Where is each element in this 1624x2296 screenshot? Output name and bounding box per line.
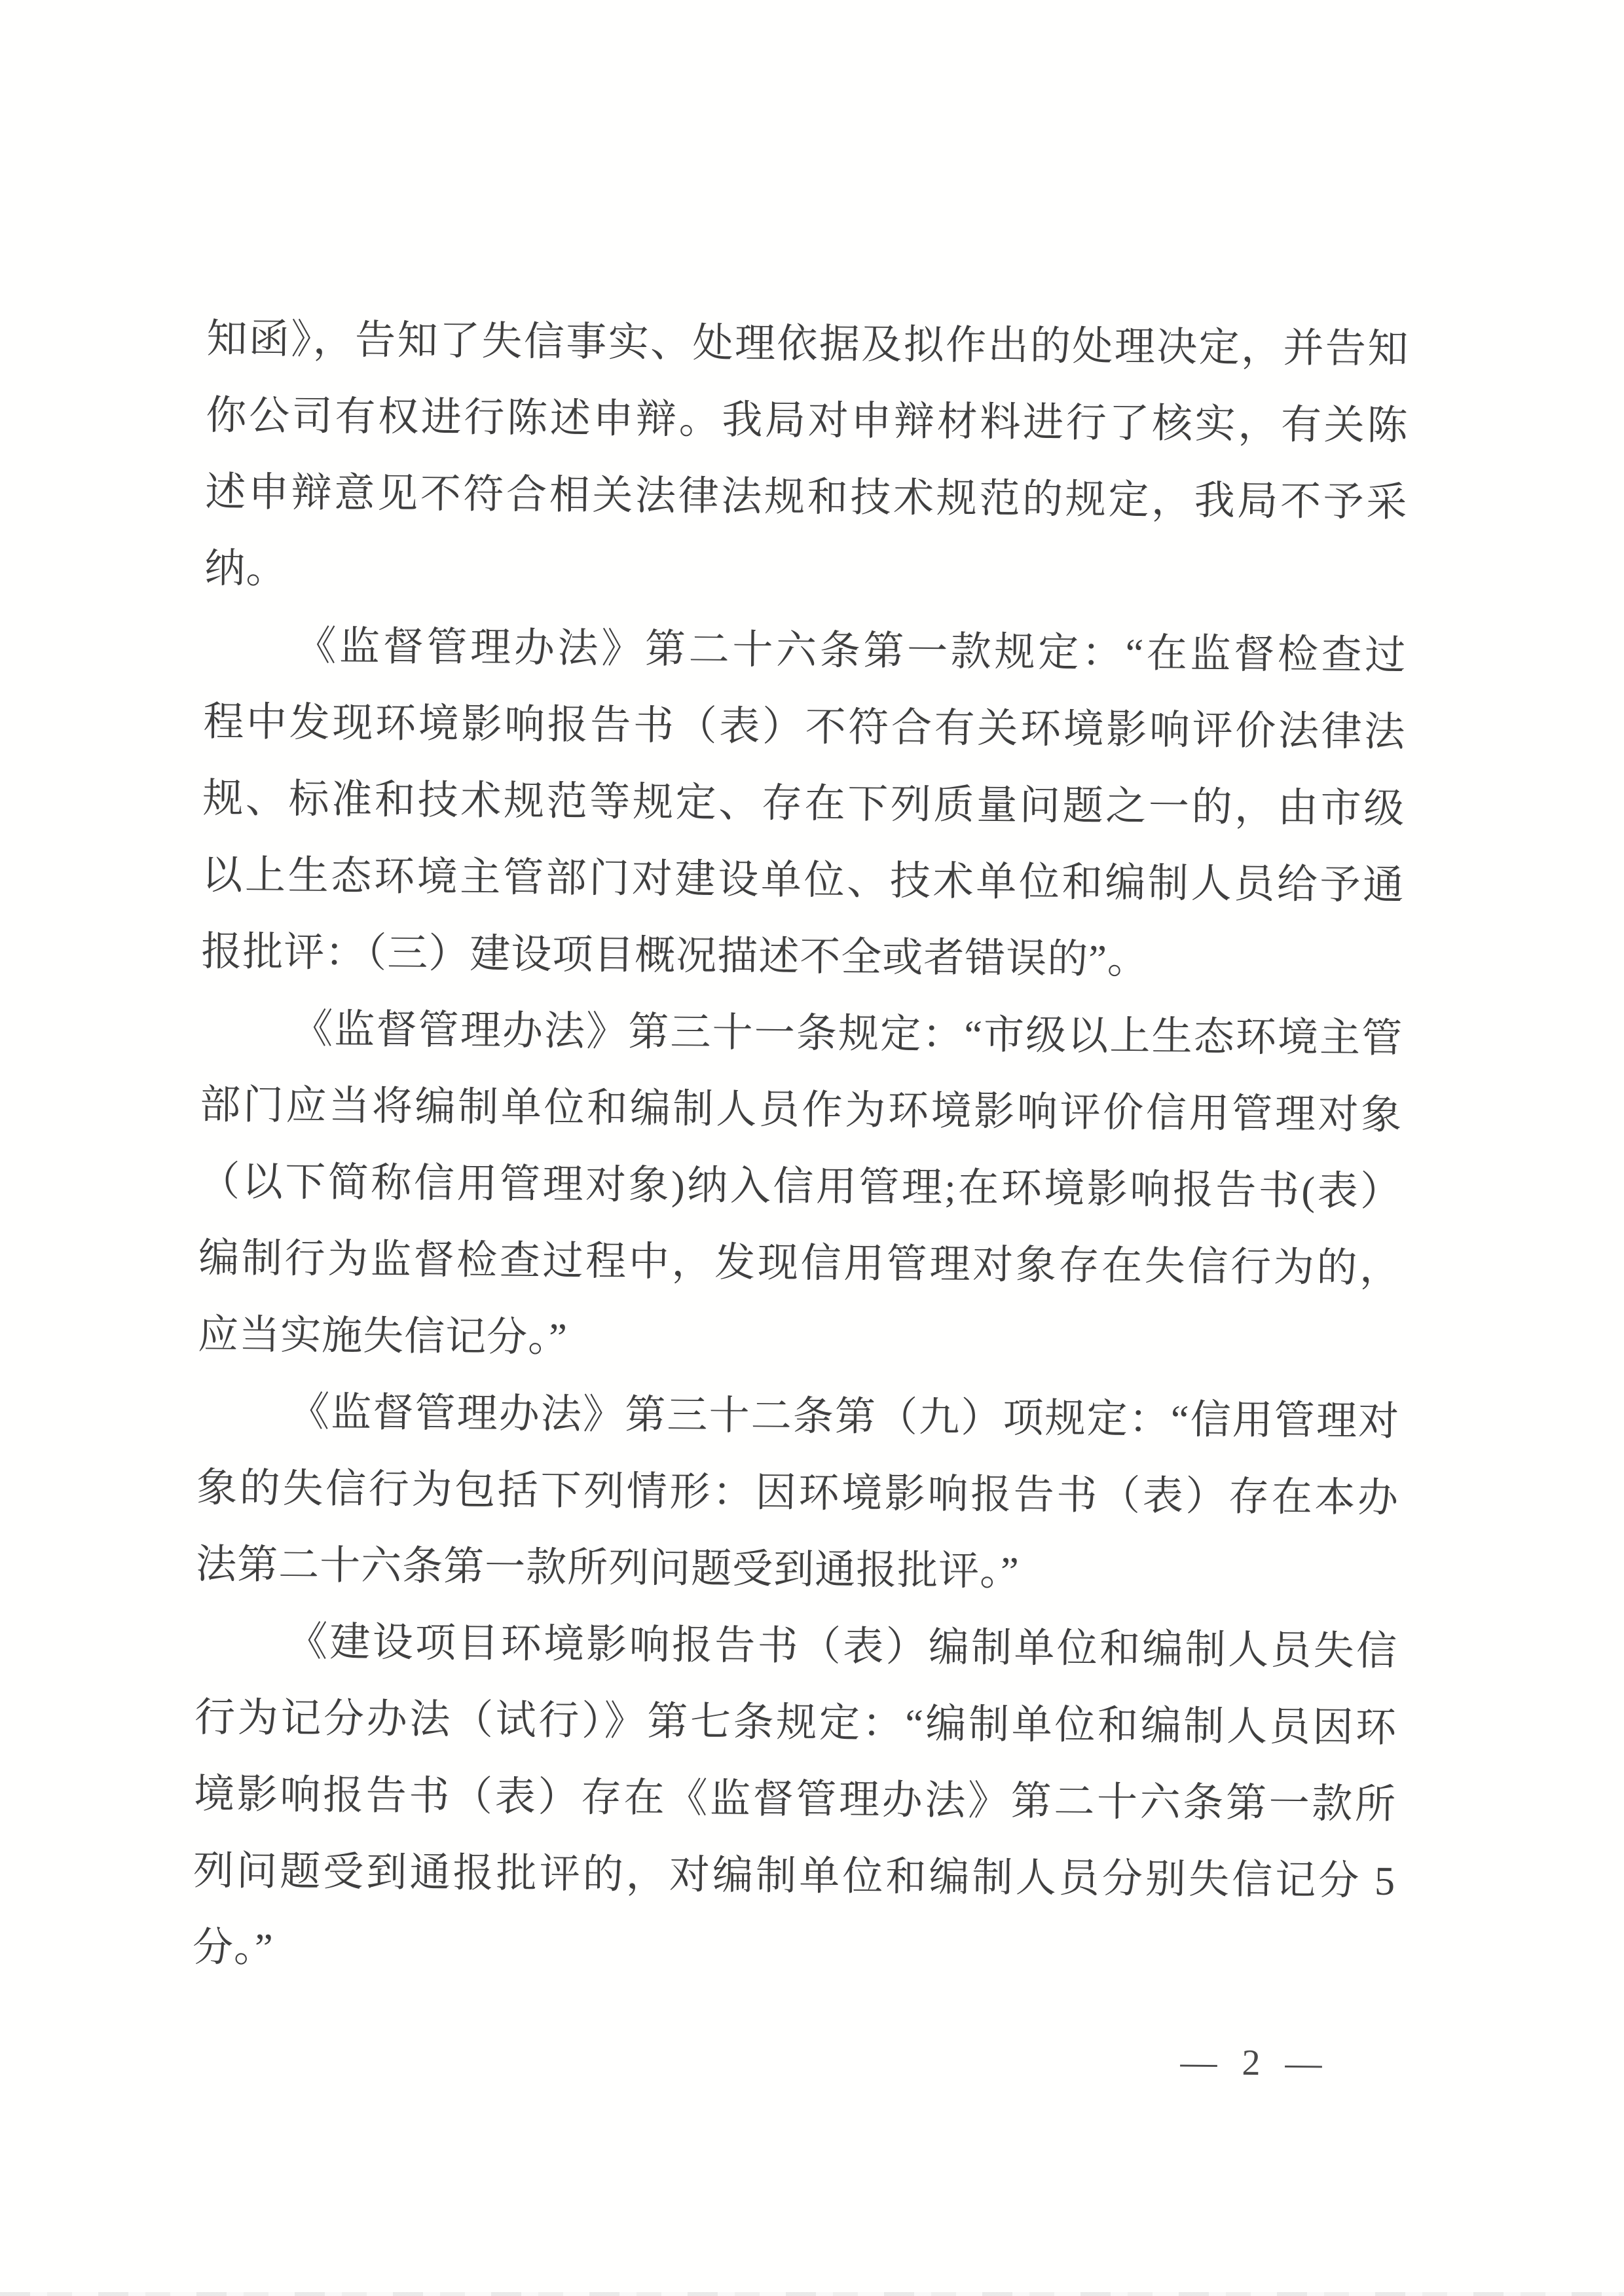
document-line: 以上生态环境主管部门对建设单位、技术单位和编制人员给予通 — [202, 852, 1405, 908]
document-line: 知函》，告知了失信事实、处理依据及拟作出的处理决定，并告知 — [206, 316, 1409, 373]
document-line: 报批评：（三）建设项目概况描述不全或者错误的”。 — [201, 929, 1149, 983]
document-line: 《监督管理办法》第三十二条第（九）项规定：“信用管理对 — [288, 1390, 1400, 1444]
scan-artifact-bottom-edge — [0, 2292, 1624, 2296]
document-line: 分。” — [192, 1925, 274, 1971]
document-line: 行为记分办法（试行）》第七条规定：“编制单位和编制人员因环 — [194, 1695, 1397, 1751]
document-line: 列问题受到通报批评的，对编制单位和编制人员分别失信记分 5 — [193, 1848, 1396, 1904]
page-number: — 2 — — [1180, 2042, 1330, 2085]
document-line: 《监督管理办法》第三十一条规定：“市级以上生态环境主管 — [292, 1007, 1403, 1061]
document-line: 述申辩意见不符合相关法律法规和技术规范的规定，我局不予采 — [205, 469, 1408, 526]
document-line: 《建设项目环境影响报告书（表）编制单位和编制人员失信 — [286, 1620, 1398, 1674]
document-line: 编制行为监督检查过程中，发现信用管理对象存在失信行为的， — [198, 1235, 1401, 1291]
document-line: 程中发现环境影响报告书（表）不符合有关环境影响评价法律法 — [203, 699, 1406, 755]
document-line: 应当实施失信记分。” — [197, 1312, 568, 1360]
document-line: 法第二十六条第一款所列问题受到通报批评。” — [195, 1542, 1020, 1594]
document-line: 象的失信行为包括下列情形：因环境影响报告书（表）存在本办 — [196, 1465, 1399, 1521]
document-line: 部门应当将编制单位和编制人员作为环境影响评价信用管理对象 — [199, 1082, 1403, 1138]
document-line: 规、标准和技术规范等规定、存在下列质量问题之一的，由市级 — [202, 776, 1405, 831]
document-line: 纳。 — [204, 546, 287, 592]
document-line: （以下简称信用管理对象)纳入信用管理;在环境影响报告书(表） — [198, 1159, 1402, 1214]
document-line: 《监督管理办法》第二十六条第一款规定：“在监督检查过 — [295, 624, 1407, 679]
document-line: 你公司有权进行陈述申辩。我局对申辩材料进行了核实，有关陈 — [206, 393, 1409, 449]
document-body — [192, 301, 1409, 2085]
document-line: 境影响报告书（表）存在《监督管理办法》第二十六条第一款所 — [193, 1772, 1397, 1827]
